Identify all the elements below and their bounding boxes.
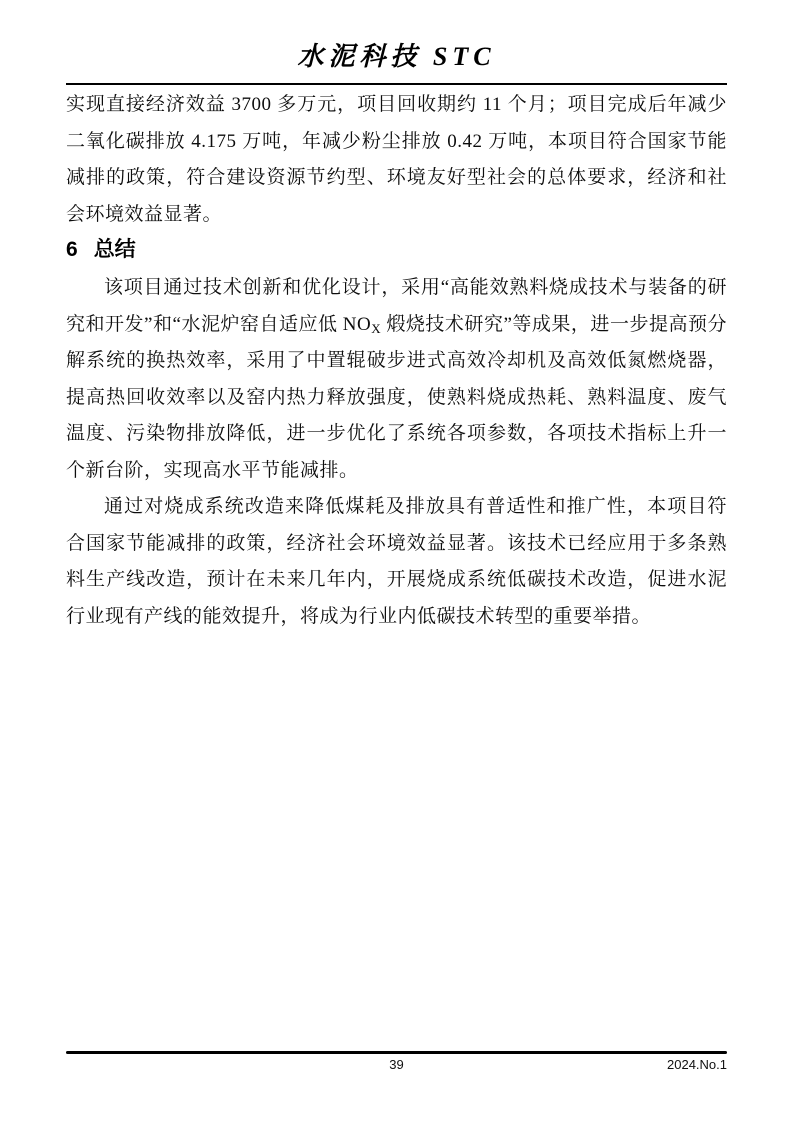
page-number: 39 (389, 1057, 404, 1072)
section-number: 6 (66, 238, 78, 261)
summary-paragraph-1: 该项目通过技术创新和优化设计，采用“高能效熟料烧成技术与装备的研究和开发”和“水泥炉窑自适应低 $NO_X$ 煅烧技术研究”等成果，进一步提高预分解系统的换热效率，采用了中置辊破步进式高效冷却机及高效低氮燃烧器，提高热回收效率以及窑内热力释放强度，使熟料烧成热耗、熟料温度、废气温度、污染物排放降低，进一步优化了系统各项参数，各项技术指标上升一个新台阶，实现高水平节能减排。 (66, 277, 727, 481)
page-header (66, 40, 727, 85)
journal-title: 水泥科技 STC (297, 42, 496, 71)
summary-paragraph-2: 通过对烧成系统改造来降低煤耗及排放具有普适性和推广性，本项目符合国家节能减排的政策，经济社会环境效益显著。该技术已经应用于多条熟料生产线改造，预计在未来几年内，开展烧成系统低碳技术改造，促进水泥行业现有产线的能效提升，将成为行业内低碳技术转型的重要举措。 (66, 496, 727, 627)
header-rule (66, 83, 727, 85)
footer-rule (66, 1051, 727, 1054)
footer-row (66, 1057, 727, 1075)
continuation-paragraph: 实现直接经济效益 3700 多万元，项目回收期约 11 个月；项目完成后年减少二氧化碳排放 4.175 万吨，年减少粉尘排放 0.42 万吨，本项目符合国家节能减排的政策，符合建设资源节约型、环境友好型社会的总体要求，经济和社会环境效益显著。 (66, 94, 727, 225)
page-footer (66, 1051, 727, 1075)
section-title: 总结 (93, 238, 136, 261)
issue-label: 2024.No.1 (667, 1057, 727, 1072)
section-heading (66, 236, 727, 264)
